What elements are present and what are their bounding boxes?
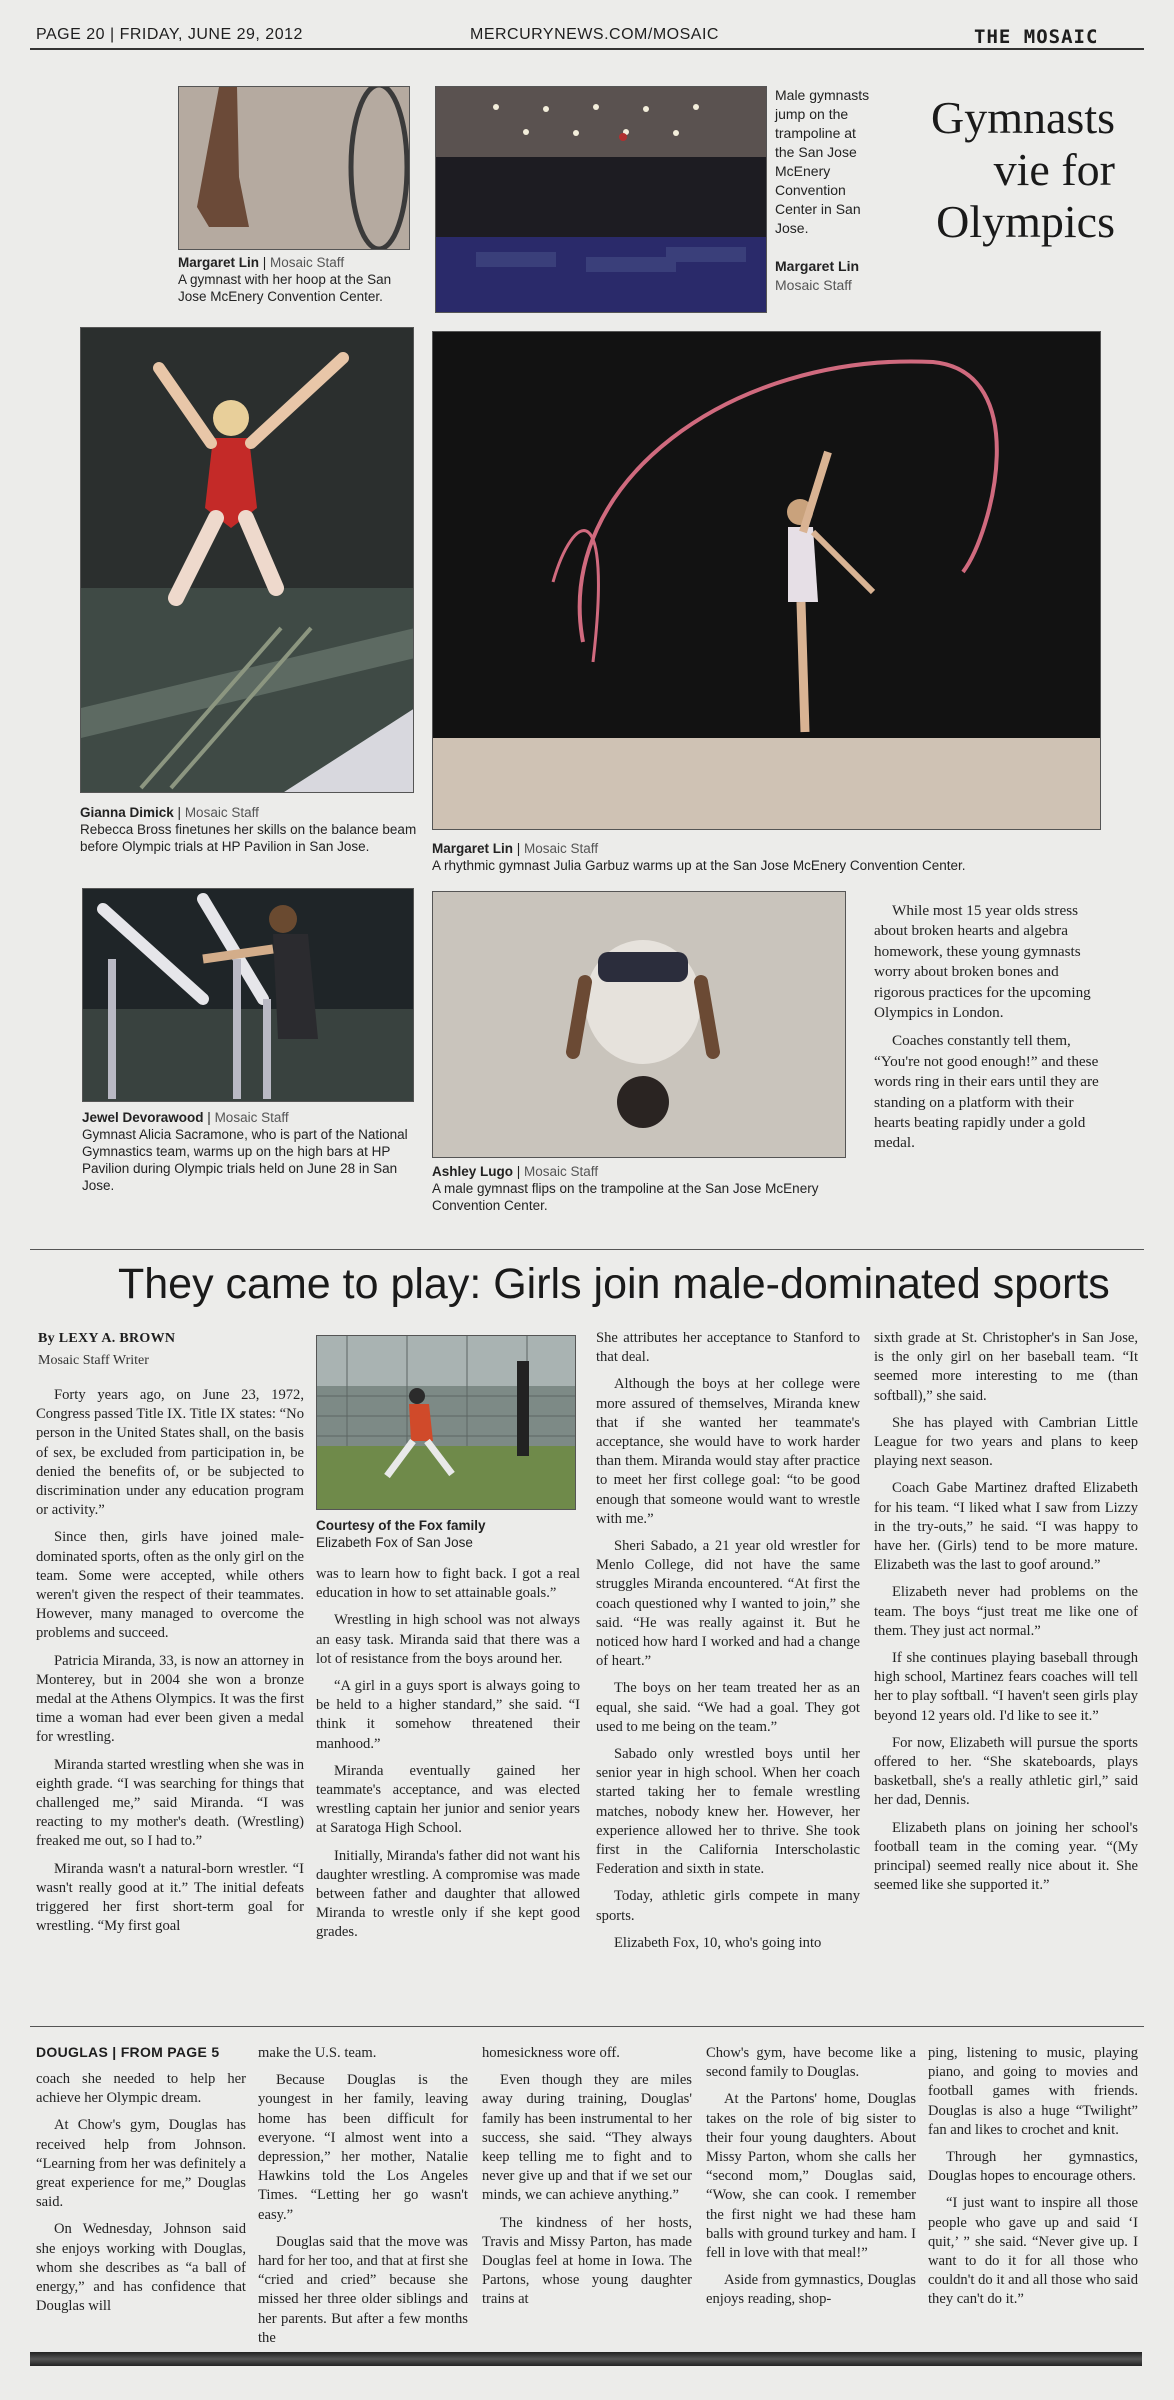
paragraph: Patricia Miranda, 33, is now an attorney in Monterey, but in 2004 she won a bronze medal at the Athens Olympics. It was the first time a woman had ever been given a medal for wrestling.	[36, 1652, 304, 1746]
header-rule	[30, 48, 1144, 50]
jump-label: DOUGLAS | FROM PAGE 5	[36, 2044, 220, 2060]
paragraph: Miranda eventually gained her teammate's acceptance, and was elected wrestling captain her junior and senior years at Saratoga High School.	[316, 1762, 580, 1837]
paragraph: At the Partons' home, Douglas takes on the role of big sister to their four young daughters. About Missy Parton, whom she calls her “second mom,” Douglas said, “Wow, she can cook. I remember the first night we had these ham balls with ground turkey and ham. I fell in love with that meal!”	[706, 2091, 916, 2262]
section-name: THE MOSAIC	[974, 26, 1099, 48]
paragraph: Chow's gym, have become like a second family to Douglas.	[706, 2045, 916, 2081]
byline-role: Mosaic Staff Writer	[38, 1353, 149, 1368]
photo-caption: Elizabeth Fox of San Jose	[316, 1535, 473, 1550]
paragraph: “I just want to inspire all those people who gave up and said ‘I quit,’ ” she said. “Never give up. I want to do it for all those who couldn't do it and all those who said they can't do it.”	[928, 2195, 1138, 2308]
baseball-photo	[316, 1335, 576, 1510]
site-url: MERCURYNEWS.COM/MOSAIC	[470, 26, 719, 43]
credit-name: Margaret Lin	[432, 841, 514, 856]
paragraph: was to learn how to fight back. I got a real education in how to set attainable goals.”	[316, 1566, 580, 1602]
credit-role: Mosaic Staff	[184, 805, 259, 820]
credit-name: Ashley Lugo	[432, 1164, 514, 1179]
jump-column-1	[36, 2070, 246, 2350]
photo-caption: A male gymnast flips on the trampoline at the San Jose McEnery Convention Center.	[432, 1181, 819, 1213]
paragraph: Miranda started wrestling when she was in eighth grade. “I was searching for things that challenged me,” said Miranda. “I was reacting to my mother's death. (Wrestling) freaked me out, so I had to.”	[36, 1756, 304, 1850]
balance-beam-credit: Gianna Dimick | Mosaic Staff Rebecca Bross finetunes her skills on the balance beam before Olympic trials at HP Pavilion in San Jose.	[80, 805, 417, 854]
photo-caption: A gymnast with her hoop at the San Jose McEnery Convention Center.	[178, 272, 392, 304]
photo-caption: Male gymnasts jump on the trampoline at the San Jose McEnery Convention Center in San Jose.	[775, 87, 870, 236]
paragraph: She has played with Cambrian Little League for two years and plans to keep playing next season.	[874, 1414, 1138, 1470]
hoop-photo	[178, 86, 410, 250]
paragraph: Douglas said that the move was hard for her too, and that at first she “cried and cried” because she missed her three older siblings and her parents. But after a few months the	[258, 2233, 468, 2346]
high-bars-credit: Jewel Devorawood | Mosaic Staff Gymnast Alicia Sacramone, who is part of the National Gymnastics team, warms up on the high bars at HP Pavilion during Olympic trials held on June 28 in San Jose.	[82, 1110, 408, 1193]
baseball-photo-credit	[316, 1517, 586, 1551]
trampoline-arena-caption	[775, 86, 870, 295]
balance-beam-photo	[80, 327, 414, 793]
paragraph: On Wednesday, Johnson said she enjoys working with Douglas, whom she describes as “a ball of energy,” and has confidence that Douglas will	[36, 2221, 246, 2315]
page-folio: PAGE 20 | FRIDAY, JUNE 29, 2012	[36, 26, 303, 43]
feature-headline: They came to play: Girls join male-dominated sports	[118, 1260, 1110, 1308]
top-story-body	[874, 901, 1104, 1162]
paragraph: Through her gymnastics, Douglas hopes to encourage others.	[928, 2149, 1138, 2185]
credit-role: Mosaic Staff	[524, 1164, 599, 1179]
paragraph: “A girl in a guys sport is always going to be held to a higher standard,” she said. “I think it somehow threatened their manhood.”	[316, 1678, 580, 1752]
feature-column-1	[36, 1386, 304, 1966]
jump-column-3	[482, 2044, 692, 2350]
jump-column-2	[258, 2044, 468, 2350]
credit-role: Mosaic Staff	[524, 841, 599, 856]
paragraph: Elizabeth plans on joining her school's football team in the coming year. “(My principal) seemed really nice about it. She seemed like she supported it.”	[874, 1819, 1138, 1894]
paragraph: Since then, girls have joined male-dominated sports, often as the only girl on the team. Some were accepted, while others weren't given the respect of their teammates. However, many managed to overcome the problems and succeed.	[36, 1529, 304, 1642]
paragraph: sixth grade at St. Christopher's in San Jose, is the only girl on her baseball team. “It seemed more interesting to me (than softball),” she said.	[874, 1330, 1138, 1404]
rhythmic-ribbon-photo	[432, 331, 1101, 830]
page-bottom-bar	[30, 2352, 1142, 2366]
paragraph: ping, listening to music, playing piano, and going to movies and football games with friends. Douglas is also a huge “Twilight” fan and likes to crochet and knit.	[928, 2045, 1138, 2138]
paragraph: Elizabeth Fox, 10, who's going into	[614, 1934, 822, 1951]
byline: By LEXY A. BROWN	[38, 1331, 176, 1346]
credit-name: Margaret Lin	[775, 258, 860, 274]
paragraph: homesickness wore off.	[482, 2045, 620, 2061]
paragraph: Aside from gymnastics, Douglas enjoys reading, shop-	[706, 2272, 916, 2308]
paragraph: Coach Gabe Martinez drafted Elizabeth for his team. “I liked what I saw from Lizzy in the try-outs,” he said. “I was happy to have her. (Girls) tend to be more mature. Elizabeth was the last to goof around.”	[874, 1480, 1138, 1574]
trampoline-arena-photo	[435, 86, 767, 313]
high-bars-photo	[82, 888, 414, 1102]
credit-role: Mosaic Staff	[775, 277, 852, 293]
credit-name: Jewel Devorawood	[82, 1110, 204, 1125]
credit-name: Courtesy of the Fox family	[316, 1518, 486, 1533]
paragraph: coach she needed to help her achieve her Olympic dream.	[36, 2071, 246, 2107]
photo-caption: Rebecca Bross finetunes her skills on the balance beam before Olympic trials at HP Pavilion in San Jose.	[80, 822, 417, 854]
paragraph: She attributes her acceptance to Stanford to that deal.	[596, 1330, 860, 1366]
hoop-photo-credit: Margaret Lin | Mosaic Staff A gymnast with her hoop at the San Jose McEnery Convention Center.	[178, 255, 392, 304]
trampoline-flip-photo	[432, 891, 846, 1158]
paragraph: Although the boys at her college were more assured of themselves, Miranda knew that if she wanted her teammate's acceptance, she would have to work harder than them. Miranda would stay after practice to meet her first college goal: “to be good enough that someone would want to wrestle with me.”	[596, 1376, 860, 1527]
paragraph: Coaches constantly tell them, “You're not good enough!” and these words ring in their ears until they are standing on a platform with their hearts beating rapidly under a gold medal.	[874, 1032, 1099, 1152]
paragraph: Initially, Miranda's father did not want his daughter wrestling. A compromise was made between father and daughter that allowed Miranda to wrestle only if she kept good grades.	[316, 1847, 580, 1941]
paragraph: Wrestling in high school was not always an easy task. Miranda said that there was a lot of resistance from the boys around her.	[316, 1612, 580, 1667]
jump-column-4	[706, 2044, 916, 2350]
section-divider	[30, 1249, 1144, 1250]
paragraph: Even though they are miles away during training, Douglas' family has been instrumental to her success, she said. “They always keep telling me to fight and to never give up and that if we set our minds, we can achieve anything.”	[482, 2072, 692, 2204]
paragraph: For now, Elizabeth will pursue the sports offered to her. “She skateboards, plays basketball, she's a really athletic girl,” said her dad, Dennis.	[874, 1734, 1138, 1809]
paragraph: If she continues playing baseball through high school, Martinez fears coaches will tell her to play softball. “I haven't seen girls play beyond 12 years old. I'd like to see it.”	[874, 1650, 1138, 1724]
paragraph: Because Douglas is the youngest in her family, leaving home has been difficult for everyone. “I almost went into a depression,” her mother, Natalie Hawkins told the Los Angeles Times. “Letting her go wasn't easy.”	[258, 2072, 468, 2223]
feature-column-4	[874, 1329, 1138, 1965]
paragraph: The boys on her team treated her as an equal, she said. “We had a goal. They got used to me being on the team.”	[596, 1680, 860, 1735]
paragraph: make the U.S. team.	[258, 2045, 377, 2061]
credit-name: Margaret Lin	[178, 255, 260, 270]
credit-role: Mosaic Staff	[270, 255, 345, 270]
paragraph: Sheri Sabado, a 21 year old wrestler for Menlo College, did not have the same struggles Miranda encountered. “At first the coach questioned why I wanted to join,” she said. “He was really against it. But he noticed how hard I worked and had a change of heart.”	[596, 1538, 860, 1670]
jump-divider	[30, 2026, 1144, 2027]
feature-column-2	[316, 1565, 580, 1965]
paragraph: While most 15 year olds stress about broken hearts and algebra homework, these young gymnasts worry about broken bones and rigorous practices for the upcoming Olympics in London.	[874, 902, 1091, 1022]
rhythmic-ribbon-credit: Margaret Lin | Mosaic Staff A rhythmic gymnast Julia Garbuz warms up at the San Jose McEnery Convention Center.	[432, 841, 966, 873]
credit-name: Gianna Dimick	[80, 805, 174, 820]
credit-role: Mosaic Staff	[214, 1110, 289, 1125]
paragraph: Elizabeth never had problems on the team. The boys “just treat me like one of them. They just act normal.”	[874, 1584, 1138, 1639]
paragraph: Today, athletic girls compete in many sports.	[596, 1888, 860, 1924]
paragraph: Miranda wasn't a natural-born wrestler. “I wasn't really good at it.” The initial defeats triggered her first short-term goal for wrestling. “My first goal	[36, 1860, 304, 1935]
top-story-headline: Gymnasts vie for Olympics	[931, 92, 1115, 247]
paragraph: Forty years ago, on June 23, 1972, Congress passed Title IX. Title IX states: “No person in the United States shall, on the basis of sex, be excluded from participation in, be denied the benefits of, or be subjected to discrimination under any education program or activity.”	[36, 1387, 304, 1519]
photo-caption: A rhythmic gymnast Julia Garbuz warms up at the San Jose McEnery Convention Center.	[432, 858, 966, 873]
jump-column-5	[928, 2044, 1138, 2350]
photo-caption: Gymnast Alicia Sacramone, who is part of the National Gymnastics team, warms up on the high bars at HP Pavilion during Olympic trials held on June 28 in San Jose.	[82, 1127, 408, 1193]
paragraph: Sabado only wrestled boys until her senior year in high school. When her coach started taking her to female wrestling matches, nobody knew her. However, her experience allowed her to thrive. She took first in the California Interscholastic Federation and sixth in state.	[596, 1746, 860, 1878]
paragraph: At Chow's gym, Douglas has received help from Johnson. “Learning from her was definitely a great experience for me,” Douglas said.	[36, 2117, 246, 2211]
feature-column-3	[596, 1329, 860, 1965]
trampoline-flip-credit: Ashley Lugo | Mosaic Staff A male gymnast flips on the trampoline at the San Jose McEnery Convention Center.	[432, 1164, 819, 1213]
paragraph: The kindness of her hosts, Travis and Missy Parton, has made Douglas feel at home in Iowa. The Partons, whose young daughter trains at	[482, 2214, 692, 2308]
